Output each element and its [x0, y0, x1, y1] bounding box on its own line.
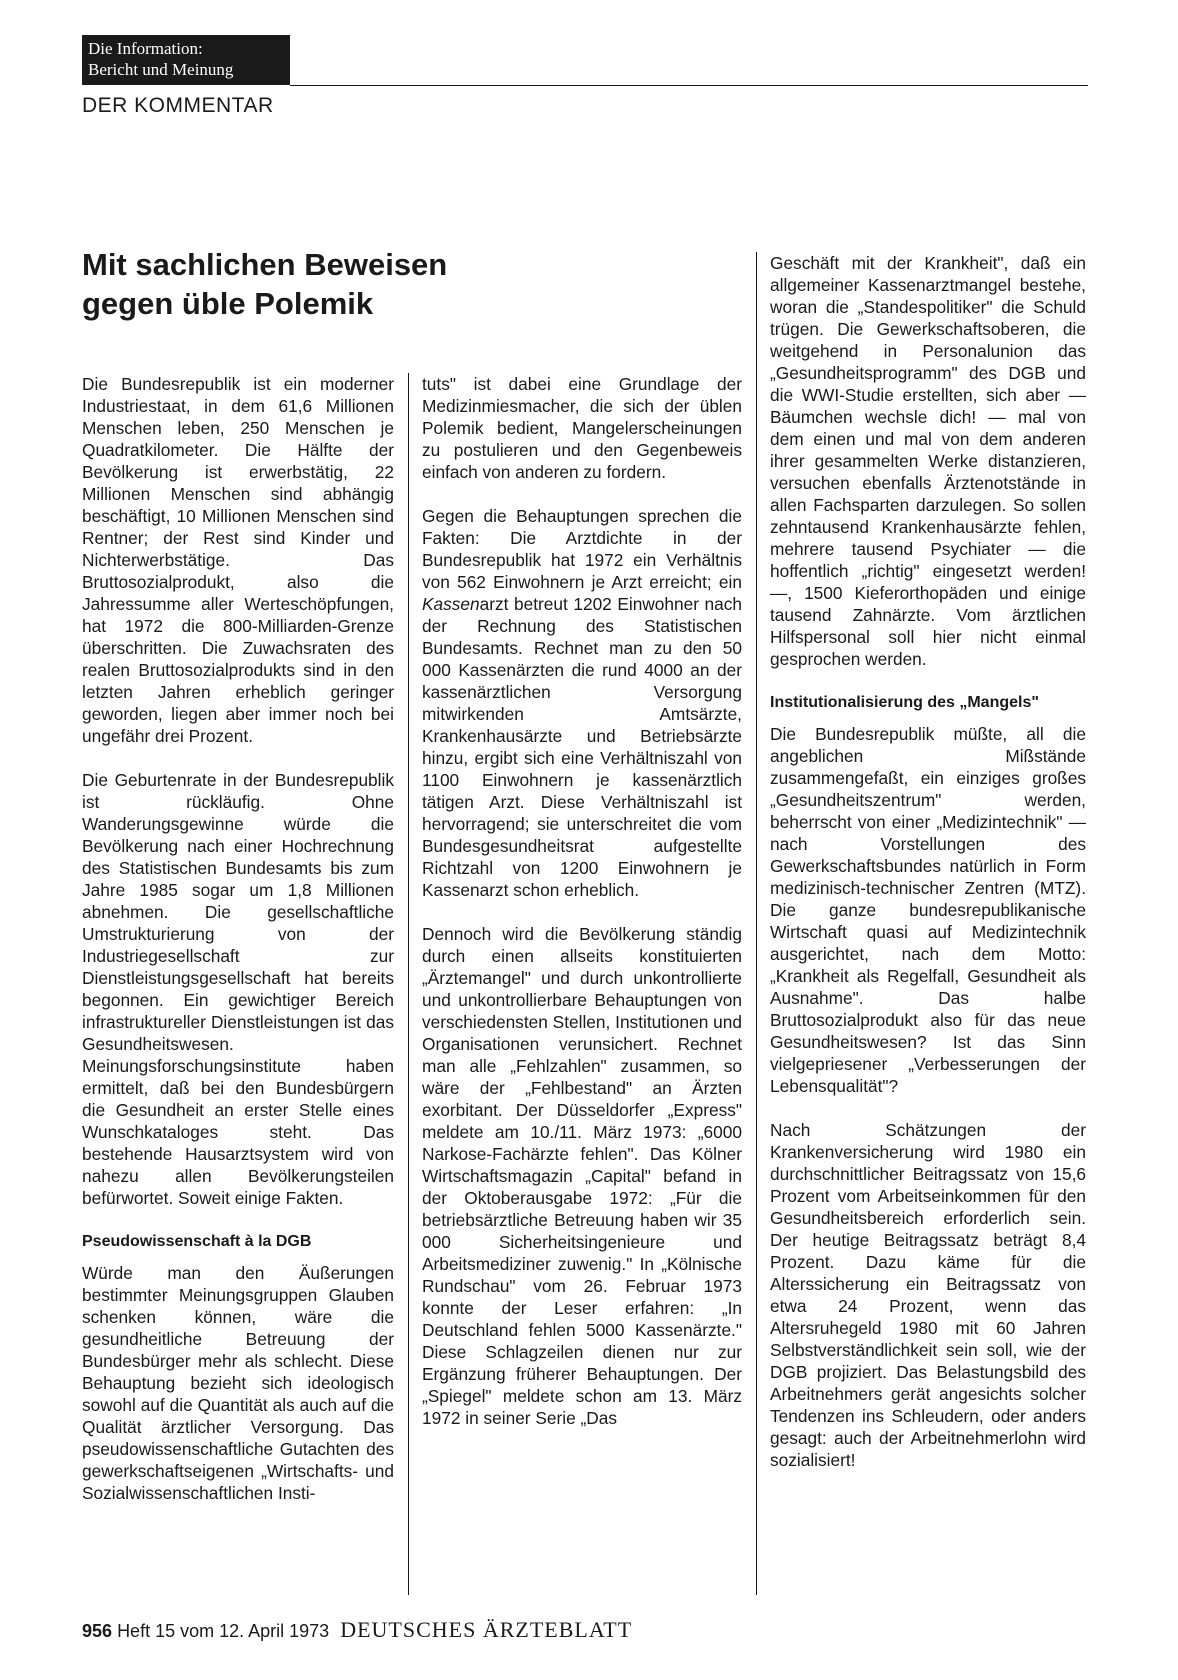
header-rule — [290, 85, 1088, 86]
page-number: 956 — [82, 1621, 113, 1641]
paragraph: Würde man den Äußerungen bestimmter Meinungsgruppen Glauben schenken können, wäre die gesundheitliche Betreuung der Bundesbürger mehr als schlecht. Diese Behauptung bezieht sich ideologisch sowohl auf die Quantität als auch auf die Qualität ärztlicher Versorgung. Das pseudowissenschaftliche Gutachten des gewerkschaftseigenen „Wirtschafts- und Sozialwissenschaftlichen Insti- — [82, 1263, 394, 1503]
rubric-line-2: Bericht und Meinung — [88, 60, 234, 79]
paragraph-text: arzt betreut 1202 Einwohner nach der Rechnung des Statistischen Bundesamts. Rechnet man zu den 50 000 Kassenärzten die rund 4000 an der kassenärztlichen Versorgung mitwirkenden Amtsärzte, Krankenhausärzte und Betriebsärzte hinzu, ergibt sich eine Verhältniszahl von 1100 Einwohnern je kassenärztlich tätigen Arzt. Diese Verhältniszahl ist hervorragend; sie unterschreitet die vom Bundesgesundheitsrat aufgestellte Richtzahl von 1200 Einwohnern je Kassenarzt schon erheblich. — [422, 594, 742, 900]
paragraph: Geschäft mit der Krankheit", daß ein allgemeiner Kassenarztmangel bestehe, woran die „Standespolitiker" die Schuld trügen. Die Gewerkschaftsoberen, die weitgehend in Personalunion das „Gesundheitsprogramm" des DGB und die WWI-Studie erstellten, sich aber — Bäumchen wechsle dich! — mal von dem einen und mal von dem anderen ihrer gesammelten Werke distanzieren, versuchen ebenfalls Ärztenotstände in allen Fachsparten darzulegen. So sollen zehntausend Krankenhausärzte fehlen, mehrere tausend Psychiater — die hoffentlich „richtig" eingesetzt werden! —, 1500 Kieferorthopäden und einige tausend Zahnärzte. Vom ärztlichen Hilfspersonal soll hier nicht einmal gesprochen werden. — [770, 253, 1086, 669]
section-label: DER KOMMENTAR — [82, 94, 274, 117]
paragraph: Die Bundesrepublik ist ein moderner Industriestaat, in dem 61,6 Millionen Menschen leben, 250 Menschen je Quadratkilometer. Die Hälfte der Bevölkerung ist erwerbstätig, 22 Millionen Menschen sind abhängig beschäftigt, 10 Millionen Menschen sind Rentner; der Rest sind Kinder und Nichterwerbstätige. Das Bruttosozialprodukt, also die Jahressumme aller Werteschöpfungen, hat 1972 die 800-Milliarden-Grenze überschritten. Die Zuwachsraten des realen Bruttosozialprodukts sind in den letzten Jahren erheblich geringer geworden, liegen aber immer noch bei ungefähr drei Prozent. — [82, 374, 394, 746]
subheading: Pseudowissenschaft à la DGB — [82, 1233, 312, 1250]
rubric-badge — [82, 35, 290, 85]
column-divider-1 — [408, 373, 409, 1595]
article-column-2 — [422, 373, 742, 1451]
page-footer — [82, 1617, 632, 1643]
article-column-3 — [770, 252, 1086, 1493]
article-column-1 — [82, 373, 394, 1526]
paragraph: Die Geburtenrate in der Bundesrepublik ist rückläufig. Ohne Wanderungsgewinne würde die Bevölkerung nach einer Hochrechnung des Statistischen Bundesamts bis zum Jahre 1985 sogar um 1,8 Millionen abnehmen. Die gesellschaftliche Umstrukturierung von der Industriegesellschaft zur Dienstleistungsgesellschaft hat bereits begonnen. Ein gewichtiger Bereich infrastruktureller Dienstleistungen ist das Gesundheitswesen. Meinungsforschungsinstitute haben ermittelt, daß bei den Bundesbürgern die Gesundheit an erster Stelle eines Wunschkataloges steht. Das bestehende Hausarztsystem wird von nahezu allen Bevölkerungsteilen befürwortet. Soweit einige Fakten. — [82, 770, 394, 1208]
paragraph-text: Gegen die Behauptungen sprechen die Fakten: Die Arztdichte in der Bundesrepublik hat 1972 ein Verhältnis von 562 Einwohnern je Arzt erreicht; ein — [422, 506, 742, 592]
issue-info: Heft 15 vom 12. April 1973 — [117, 1621, 330, 1641]
article-title — [82, 245, 448, 323]
title-line-2: gegen üble Polemik — [82, 286, 374, 321]
paragraph: Nach Schätzungen der Krankenversicherung wird 1980 ein durchschnittlicher Beitragssatz von 15,6 Prozent vom Arbeitseinkommen für den Gesundheitsbereich erforderlich sein. Der heutige Beitragssatz beträgt 8,4 Prozent. Dazu käme für die Alterssicherung ein Beitragssatz von etwa 24 Prozent, wenn das Altersruhegeld 1980 mit 60 Jahren Selbstverständlichkeit sein soll, wie der DGB projiziert. Das Belastungsbild des Arbeitnehmers gerät angesichts solcher Tendenzen ins Schleudern, oder anders gesagt: auch der Arbeitnehmerlohn wird sozialisiert! — [770, 1120, 1086, 1470]
paragraph — [422, 505, 742, 901]
paragraph: tuts" ist dabei eine Grundlage der Medizinmiesmacher, die sich der üblen Polemik bedient, Mangelerscheinungen zu postulieren und den Gegenbeweis einfach von anderen zu fordern. — [422, 374, 742, 482]
title-line-1: Mit sachlichen Beweisen — [82, 247, 448, 282]
column-divider-2 — [756, 252, 757, 1595]
paragraph: Dennoch wird die Bevölkerung ständig durch einen allseits konstituierten „Ärztemangel" und durch unkontrollierte und unkontrollierbare Behauptungen von verschiedensten Stellen, Institutionen und Organisationen verunsichert. Rechnet man alle „Fehlzahlen" zusammen, so wäre der „Fehlbestand" an Ärzten exorbitant. Der Düsseldorfer „Express" meldete am 10./11. März 1973: „6000 Narkose-Fachärzte fehlen". Das Kölner Wirtschaftsmagazin „Capital" befand in der Oktoberausgabe 1972: „Für die betriebsärztliche Betreuung haben wir 35 000 Sicherheitsingenieure und Arbeitsmediziner zuwenig." In „Kölnische Rundschau" vom 26. Februar 1973 konnte der Leser erfahren: „In Deutschland fehlen 5000 Kassenärzte." Diese Schlagzeilen dienen nur zur Ergänzung früherer Behauptungen. Der „Spiegel" meldete schon am 13. März 1972 in seiner Serie „Das — [422, 924, 742, 1428]
subheading: Institutionalisierung des „Mangels" — [770, 694, 1039, 711]
emphasis-text: Kassen — [422, 594, 480, 614]
magazine-name: DEUTSCHES ÄRZTEBLATT — [340, 1617, 633, 1642]
rubric-line-1: Die Information: — [88, 39, 203, 58]
paragraph: Die Bundesrepublik müßte, all die angeblichen Mißstände zusammengefaßt, ein einziges großes „Gesundheitszentrum" werden, beherrscht von einer „Medizintechnik" — nach Vorstellungen des Gewerkschaftsbundes natürlich in Form medizinisch-technischer Zentren (MTZ). Die ganze bundesrepublikanische Wirtschaft quasi auf Medizintechnik ausgerichtet, nach dem Motto: „Krankheit als Regelfall, Gesundheit als Ausnahme". Das halbe Bruttosozialprodukt also für das neue Gesundheitswesen? Ist das Sinn vielgepriesener „Verbesserungen der Lebensqualität"? — [770, 724, 1086, 1096]
